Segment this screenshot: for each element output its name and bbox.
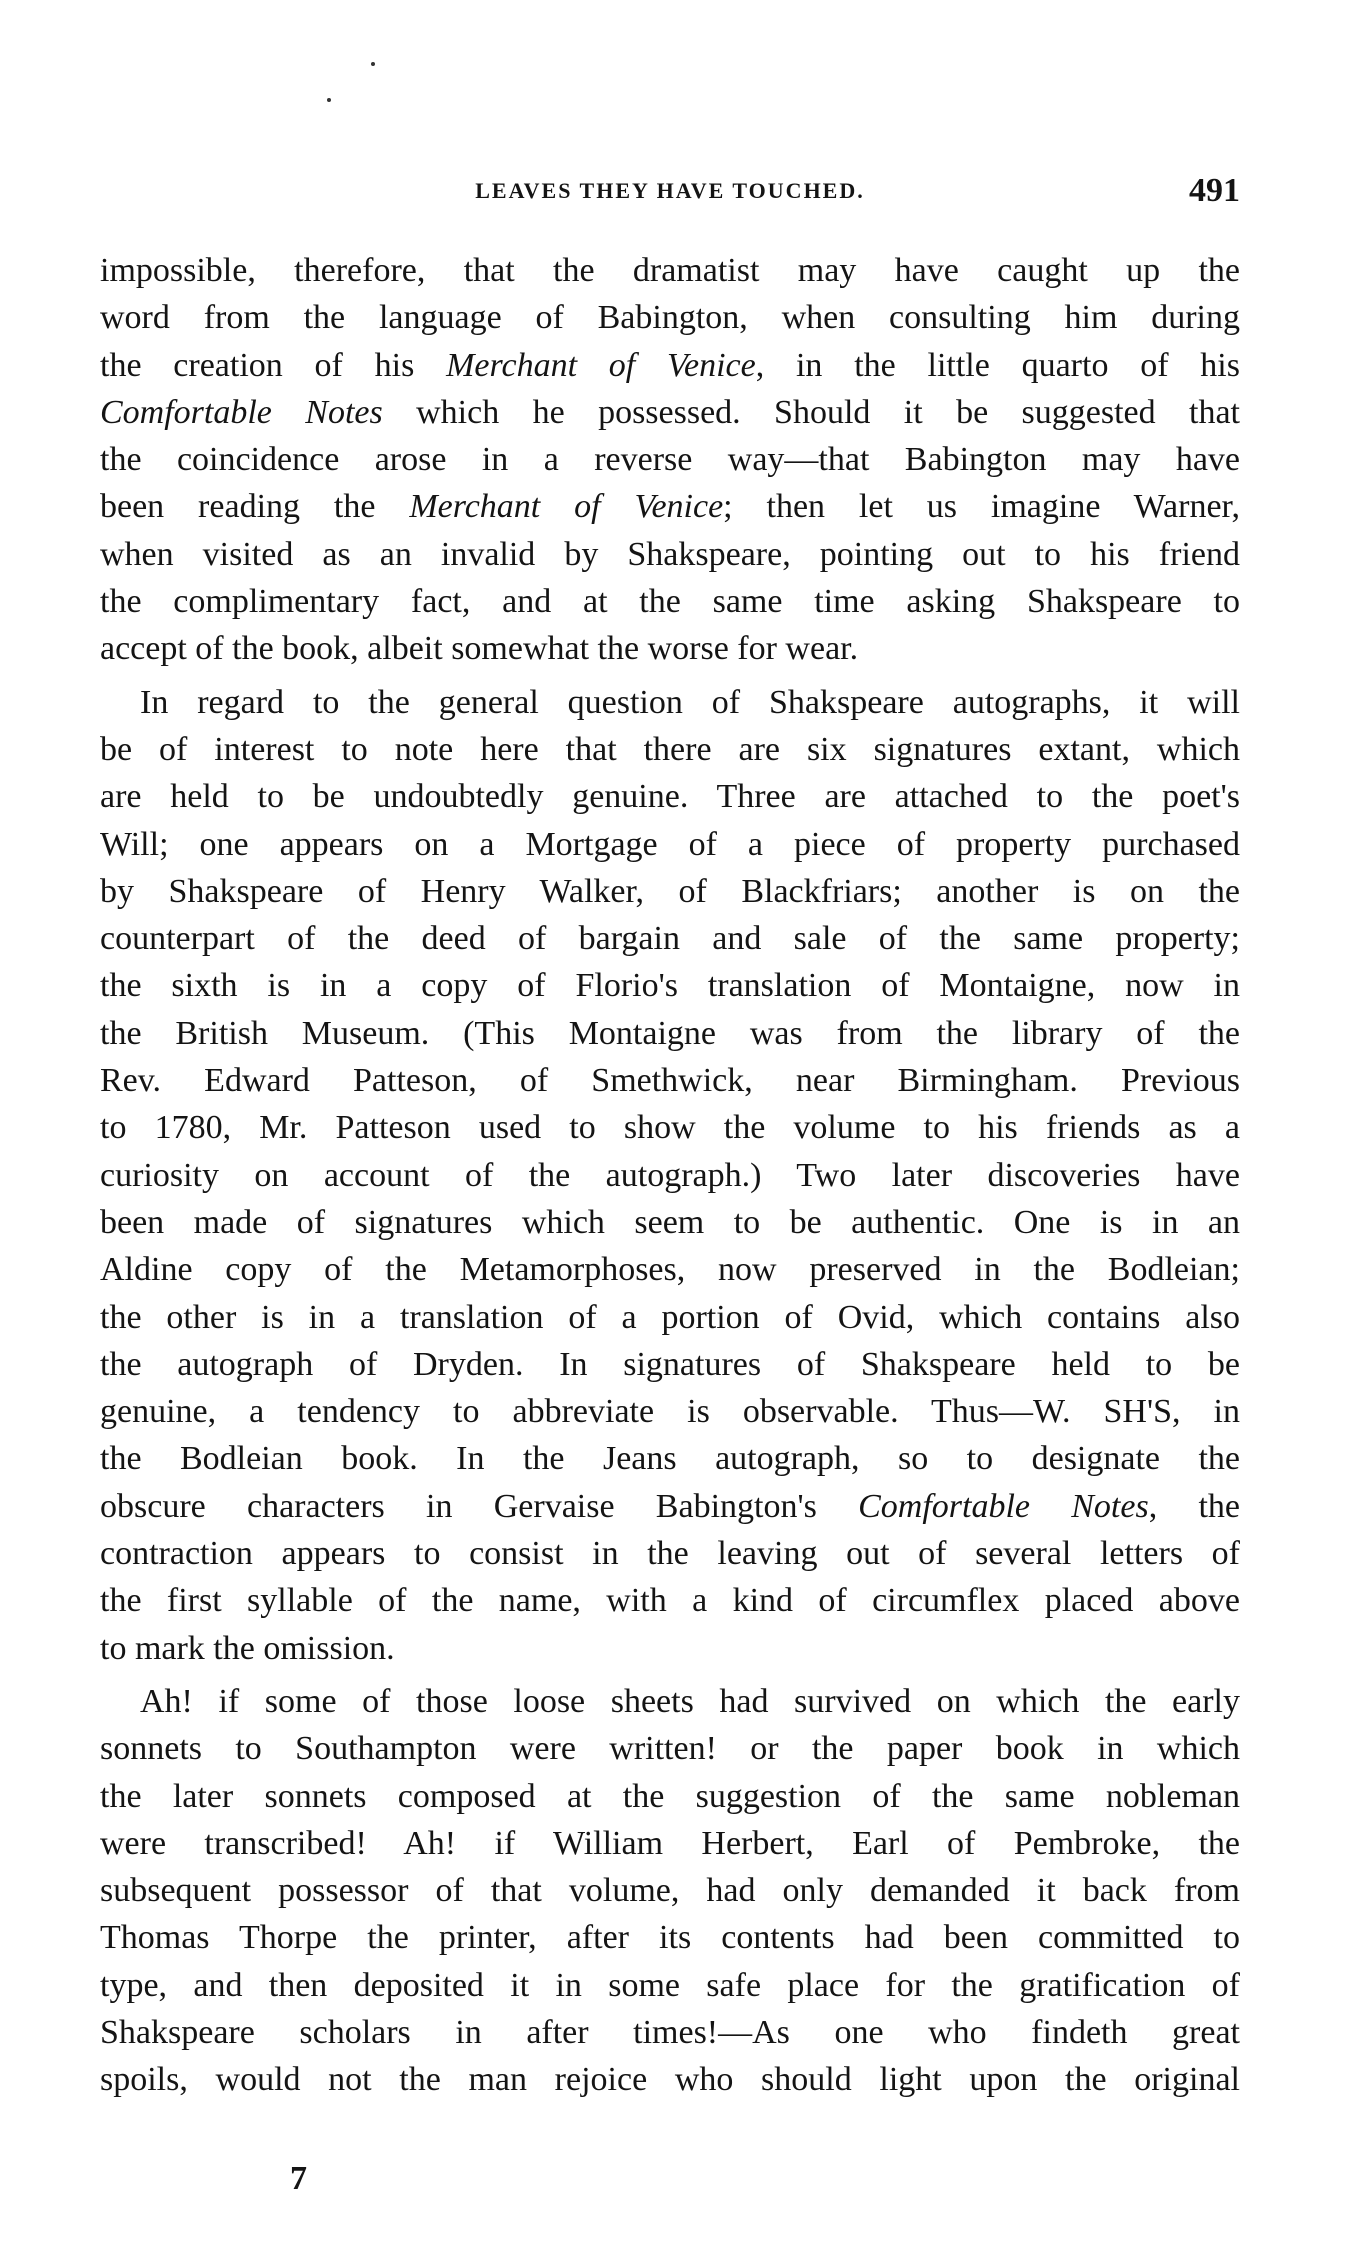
text-line: the later sonnets composed at the suggestion of the same nobleman: [100, 1777, 1240, 1815]
paragraph: [100, 1678, 1240, 2104]
text-line: the Bodleian book. In the Jeans autograph, so to designate the: [100, 1440, 1240, 1478]
ink-speck: [371, 62, 375, 66]
text-line: the creation of his Merchant of Venice, in the little quarto of his: [100, 346, 1240, 384]
text-line: Thomas Thorpe the printer, after its contents had been committed to: [100, 1919, 1240, 1957]
text-line: the coincidence arose in a reverse way—that Babington may have: [100, 441, 1240, 479]
text-line: sonnets to Southampton were written! or the paper book in which: [100, 1730, 1240, 1768]
text-line: accept of the book, albeit somewhat the worse for wear.: [100, 630, 859, 668]
text-line: when visited as an invalid by Shakspeare, pointing out to his friend: [100, 535, 1240, 573]
text-line: Shakspeare scholars in after times!—As one who findeth great: [100, 2013, 1240, 2051]
text-line: the first syllable of the name, with a kind of circumflex placed above: [100, 1582, 1240, 1620]
text-line: obscure characters in Gervaise Babington's Comfortable Notes, the: [100, 1487, 1240, 1525]
ink-speck: [327, 98, 331, 102]
text-line: Ah! if some of those loose sheets had survived on which the early: [140, 1682, 1240, 1720]
text-line: curiosity on account of the autograph.) Two later discoveries have: [100, 1156, 1240, 1194]
text-line: be of interest to note here that there are six signatures extant, which: [100, 730, 1240, 768]
text-line: counterpart of the deed of bargain and sale of the same property;: [100, 920, 1240, 958]
text-line: type, and then deposited it in some safe place for the gratification of: [100, 1966, 1240, 2004]
running-head-title: LEAVES THEY HAVE TOUCHED.: [475, 178, 865, 203]
paragraph: [100, 679, 1240, 1672]
text-line: the complimentary fact, and at the same time asking Shakspeare to: [100, 583, 1240, 621]
body-text: [100, 247, 1240, 2110]
signature-mark: 7: [290, 2160, 307, 2197]
text-line: the sixth is in a copy of Florio's translation of Montaigne, now in: [100, 967, 1240, 1005]
text-line: Will; one appears on a Mortgage of a piece of property purchased: [100, 825, 1240, 863]
running-head: [100, 172, 1240, 216]
text-line: to 1780, Mr. Patteson used to show the volume to his friends as a: [100, 1109, 1240, 1147]
text-line: by Shakspeare of Henry Walker, of Blackfriars; another is on the: [100, 872, 1240, 910]
text-line: to mark the omission.: [100, 1629, 395, 1667]
text-line: Comfortable Notes which he possessed. Should it be suggested that: [100, 393, 1240, 431]
text-line: Rev. Edward Patteson, of Smethwick, near Birmingham. Previous: [100, 1062, 1240, 1100]
text-line: genuine, a tendency to abbreviate is observable. Thus—W. SH'S, in: [100, 1393, 1240, 1431]
text-line: In regard to the general question of Shakspeare autographs, it will: [140, 683, 1240, 721]
text-line: been reading the Merchant of Venice; then let us imagine Warner,: [100, 488, 1240, 526]
text-line: spoils, would not the man rejoice who should light upon the original: [100, 2061, 1240, 2099]
paragraph: [100, 247, 1240, 673]
text-line: were transcribed! Ah! if William Herbert, Earl of Pembroke, the: [100, 1824, 1240, 1862]
page-number: 491: [1189, 172, 1240, 209]
text-line: the other is in a translation of a portion of Ovid, which contains also: [100, 1298, 1240, 1336]
text-line: Aldine copy of the Metamorphoses, now preserved in the Bodleian;: [100, 1251, 1240, 1289]
text-line: subsequent possessor of that volume, had only demanded it back from: [100, 1872, 1240, 1910]
text-line: contraction appears to consist in the leaving out of several letters of: [100, 1535, 1240, 1573]
text-line: impossible, therefore, that the dramatist may have caught up the: [100, 252, 1240, 289]
text-line: are held to be undoubtedly genuine. Three are attached to the poet's: [100, 778, 1240, 816]
text-line: the autograph of Dryden. In signatures of Shakspeare held to be: [100, 1345, 1240, 1383]
text-line: word from the language of Babington, when consulting him during: [100, 299, 1240, 337]
text-line: been made of signatures which seem to be authentic. One is in an: [100, 1203, 1240, 1241]
text-line: the British Museum. (This Montaigne was from the library of the: [100, 1014, 1240, 1052]
